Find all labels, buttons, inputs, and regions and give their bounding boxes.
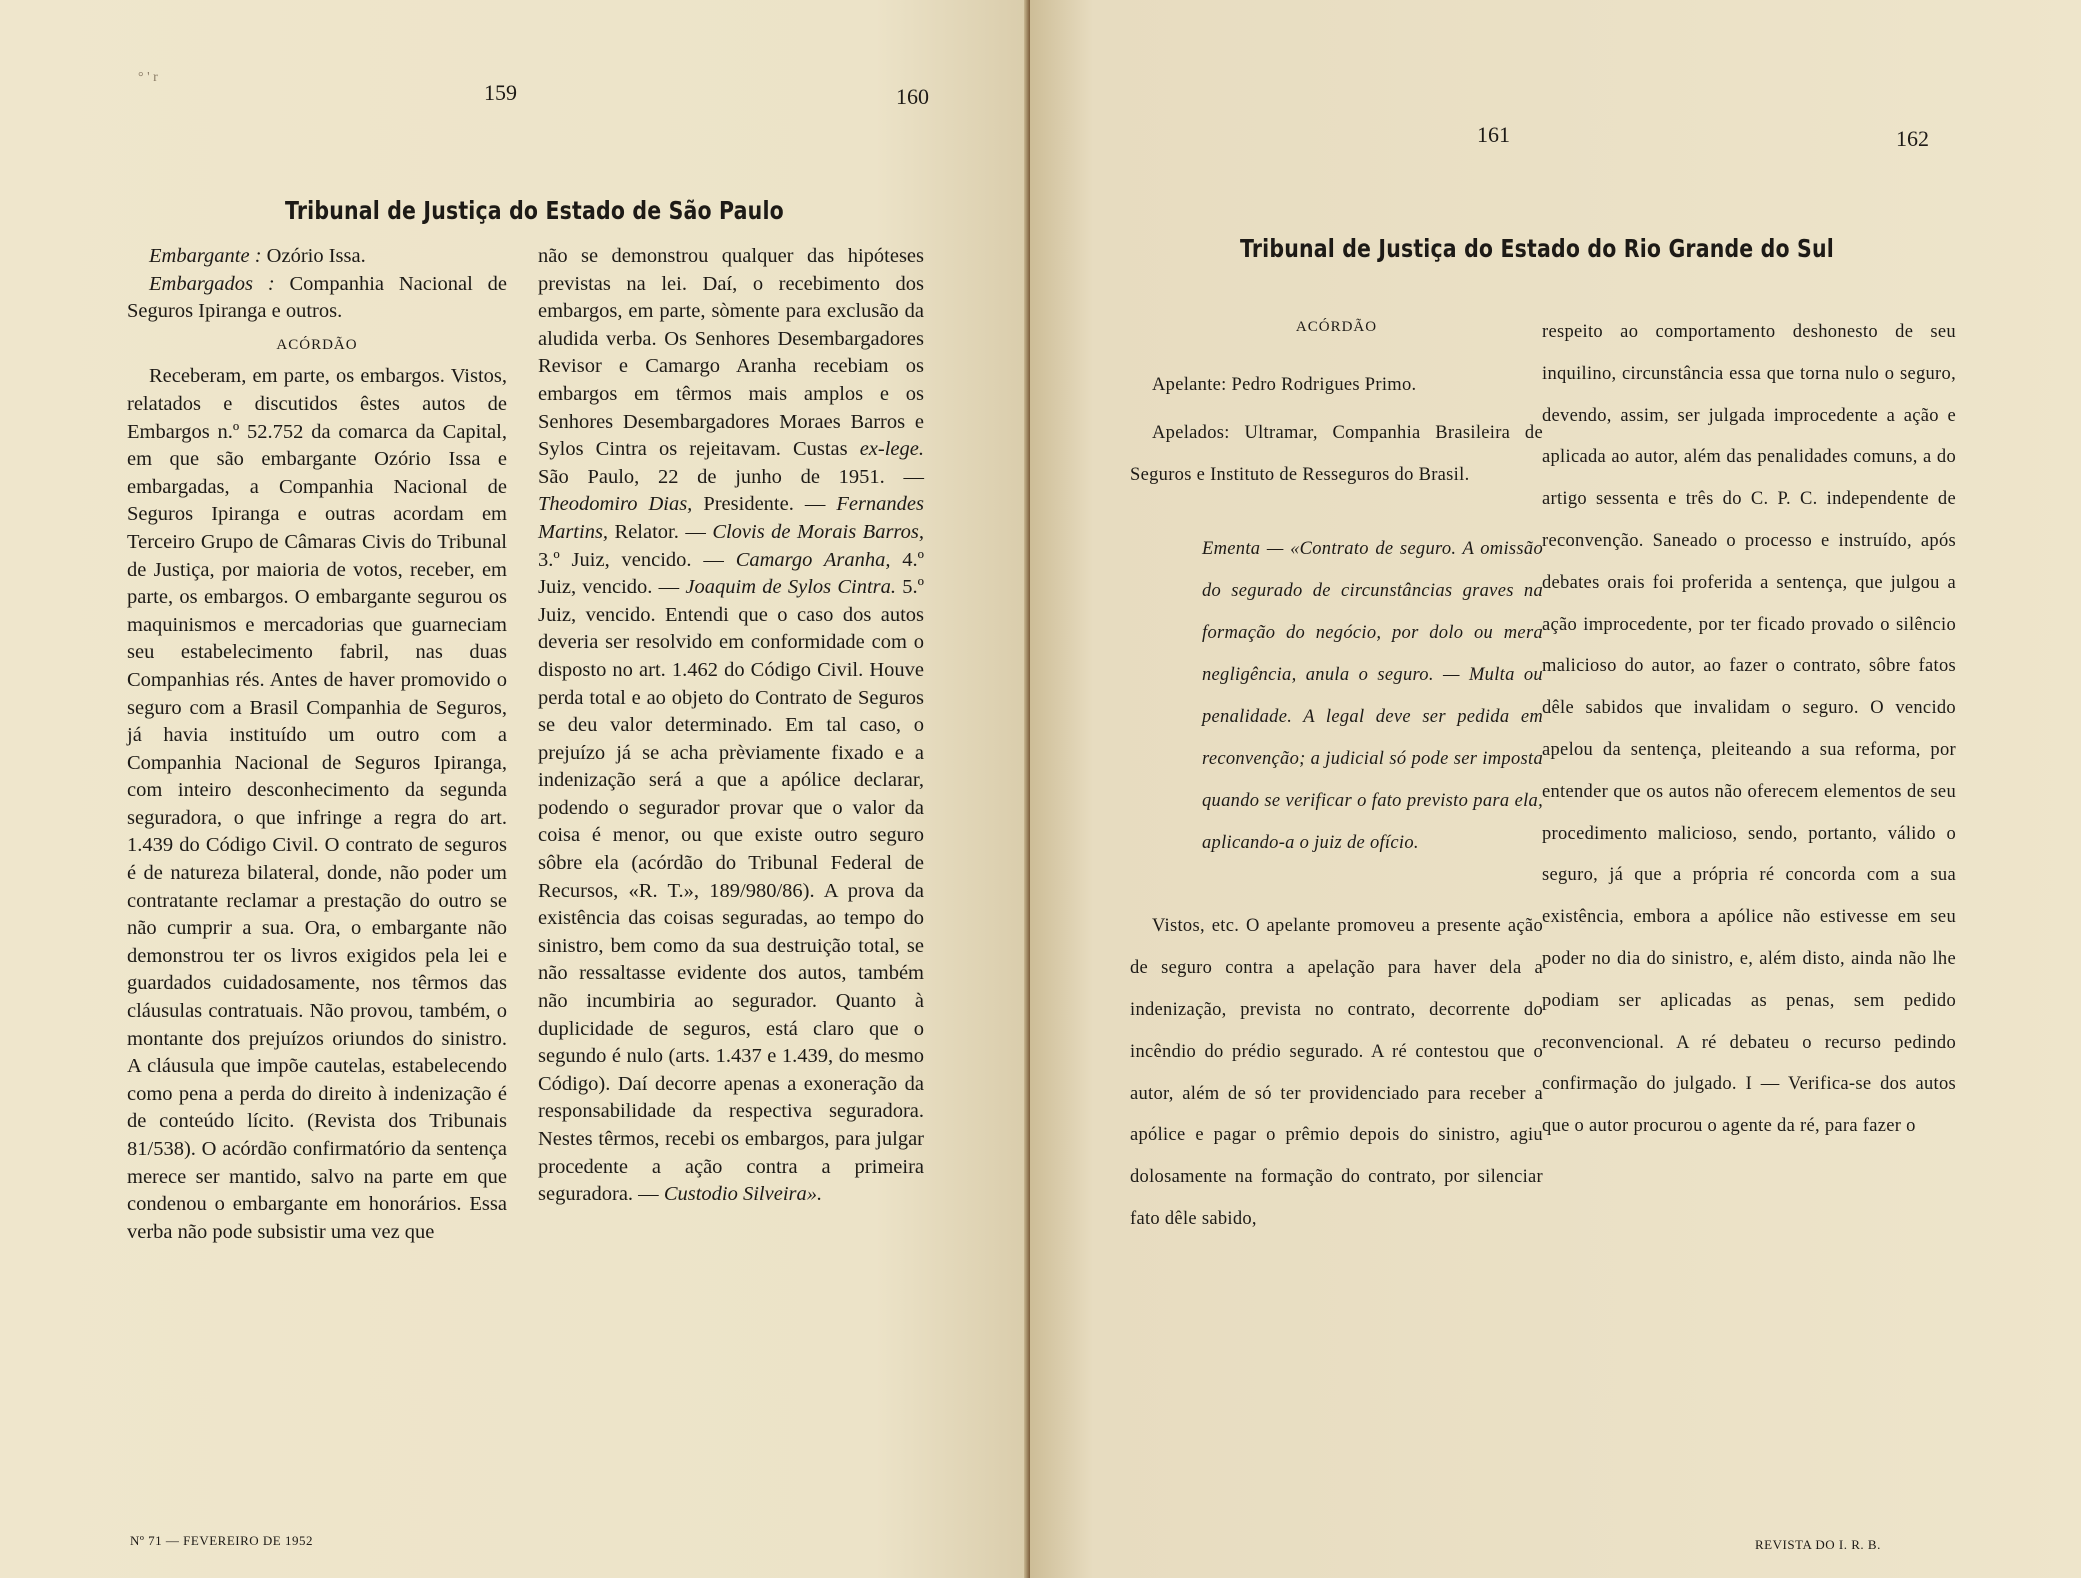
embargante-line: Embargante : Ozório Issa.: [149, 245, 366, 267]
page-number-162: 162: [1896, 126, 1929, 151]
right-column-1: [1130, 305, 1543, 1241]
page-number-160: 160: [896, 84, 929, 109]
left-column-2: [538, 243, 924, 1209]
page-title: Tribunal de Justiça do Estado do Rio Grande do Sul: [1240, 234, 1834, 263]
embargados-line: Embargados : Companhia Nacional de Seguros Ipiranga e outros.: [127, 272, 507, 323]
body-paragraph: respeito ao comportamento deshonesto de seu inquilino, circunstância essa que torna nulo o seguro, devendo, assim, ser julgada improcedente a ação e aplicada ao autor, além das penalidades comuns, a do artigo sessenta e três do C. P. C. independente de reconvenção. Saneado o processo e instruído, após debates orais foi proferida a sentença, que julgou a ação improcedente, por ter ficado provado o silêncio malicioso do autor, ao fazer o contrato, sôbre fatos dêle sabidos que invalidam o seguro. O vencido apelou da sentença, pleiteando a sua reforma, por entender que os autos não oferecem elementos de seu procedimento malicioso, sendo, portanto, válido o seguro, já que a própria ré concorda com a sua existência, embora a apólice não estivesse em seu poder no dia do sinistro, e, além disto, ainda não lhe podiam ser aplicadas as penas, sem pedido reconvencional. A ré debateu o recurso pedindo confirmação do julgado. I — Verifica-se dos autos que o autor procurou o agente da ré, para fazer o: [1542, 322, 1956, 1137]
section-heading: ACÓRDÃO: [1295, 319, 1378, 335]
page-number-159: 159: [484, 80, 517, 105]
body-paragraph: Vistos, etc. O apelante promoveu a presente ação de seguro contra a apelação para haver dela a indenização, prevista no contrato, decorrente do incêndio do prédio segurado. A ré contestou que o autor, além de só ter providenciado para receber a apólice e pagar o prêmio depois do sinistro, agiu dolosamente na formação do contrato, por silenciar fato dêle sabido,: [1130, 916, 1543, 1229]
left-column-1: [127, 243, 507, 1246]
right-column-2: [1542, 312, 1956, 1148]
page-number-161: 161: [1477, 122, 1510, 147]
left-page: [0, 0, 1030, 1578]
ementa-paragraph: Ementa — «Contrato de seguro. A omissão do segurado de circunstâncias graves na formação do negócio, por dolo ou mera negligência, anula o seguro. — Multa ou penalidade. A legal deve ser pedida em reconvenção; a judicial só pode ser imposta quando se verificar o fato previsto para ela, aplicando-a o juiz de ofício.: [1202, 539, 1543, 854]
page-title: Tribunal de Justiça do Estado de São Paulo: [285, 196, 784, 225]
margin-mark: ° ' r: [138, 70, 158, 85]
right-page: [1030, 0, 2081, 1578]
apelados-line: Apelados: Ultramar, Companhia Brasileira de Seguros e Instituto de Resseguros do Brasil.: [1130, 422, 1543, 485]
page-footer: REVISTA DO I. R. B.: [1755, 1537, 1881, 1552]
page-footer: Nº 71 — FEVEREIRO DE 1952: [130, 1533, 313, 1548]
section-heading: ACÓRDÃO: [276, 336, 358, 353]
body-paragraph: não se demonstrou qualquer das hipóteses previstas na lei. Daí, o recebimento dos embargos, em parte, sòmente para exclusão da aludida verba. Os Senhores Desembargadores Revisor e Camargo Aranha recebiam os embargos em têrmos mais amplos e os Senhores Desembargadores Moraes Barros e Sylos Cintra os rejeitavam. Custas ex-lege. São Paulo, 22 de junho de 1951. — Theodomiro Dias, Presidente. — Fernandes Martins, Relator. — Clovis de Morais Barros, 3.º Juiz, vencido. — Camargo Aranha, 4.º Juiz, vencido. — Joaquim de Sylos Cintra. 5.º Juiz, vencido. Entendi que o caso dos autos deveria ser resolvido em conformidade com o disposto no art. 1.462 do Código Civil. Houve perda total e ao objeto do Contrato de Seguros se deu valor determinado. Em tal caso, o prejuízo já se acha prèviamente fixado e a indenização será a que a apólice declarar, podendo o segurador provar que o valor da coisa é menor, ou que existe outro seguro sôbre ela (acórdão do Tribunal Federal de Recursos, «R. T.», 189/980/86). A prova da existência das coisas seguradas, ao tempo do sinistro, bem como da sua destruição total, se não ressaltasse evidente dos autos, também não incumbiria ao segurador. Quanto à duplicidade de seguros, está claro que o segundo é nulo (arts. 1.437 e 1.439, do mesmo Código). Daí decorre apenas a exoneração da responsabilidade da respectiva seguradora. Nestes têrmos, recebi os embargos, para julgar procedente a ação contra a primeira seguradora. — Custodio Silveira».: [538, 245, 925, 1206]
body-paragraph: Receberam, em parte, os embargos. Vistos, relatados e discutidos êstes autos de Embargos n.º 52.752 da comarca da Capital, em que são embargante Ozório Issa e embargadas, a Companhia Nacional de Seguros Ipiranga e outras acordam em Terceiro Grupo de Câmaras Civis do Tribunal de Justiça, por maioria de votos, receber, em parte, os embargos. O embargante segurou os maquinismos e mercadorias que guarneciam seu estabelecimento fabril, nas duas Companhias rés. Antes de haver promovido o seguro com a Brasil Companhia de Seguros, já havia instituído um outro com a Companhia Nacional de Seguros Ipiranga, com inteiro desconhecimento da segunda seguradora, o que infringe a regra do art. 1.439 do Código Civil. O contrato de seguros é de natureza bilateral, donde, não poder um contratante reclamar a prestação do outro se não cumprir a sua. Ora, o embargante não demonstrou ter os livros exigidos pela lei e guardados cuidadosamente, nos têrmos das cláusulas contratuais. Não provou, também, o montante dos prejuízos oriundos do sinistro. A cláusula que impõe cautelas, estabelecendo como pena a perda do direito à indenização é de conteúdo lícito. (Revista dos Tribunais 81/538). O acórdão confirmatório da sentença merece ser mantido, salvo na parte em que condenou o embargante em honorários. Essa verba não pode subsistir uma vez que: [127, 365, 507, 1243]
apelante-line: Apelante: Pedro Rodrigues Primo.: [1152, 375, 1417, 395]
